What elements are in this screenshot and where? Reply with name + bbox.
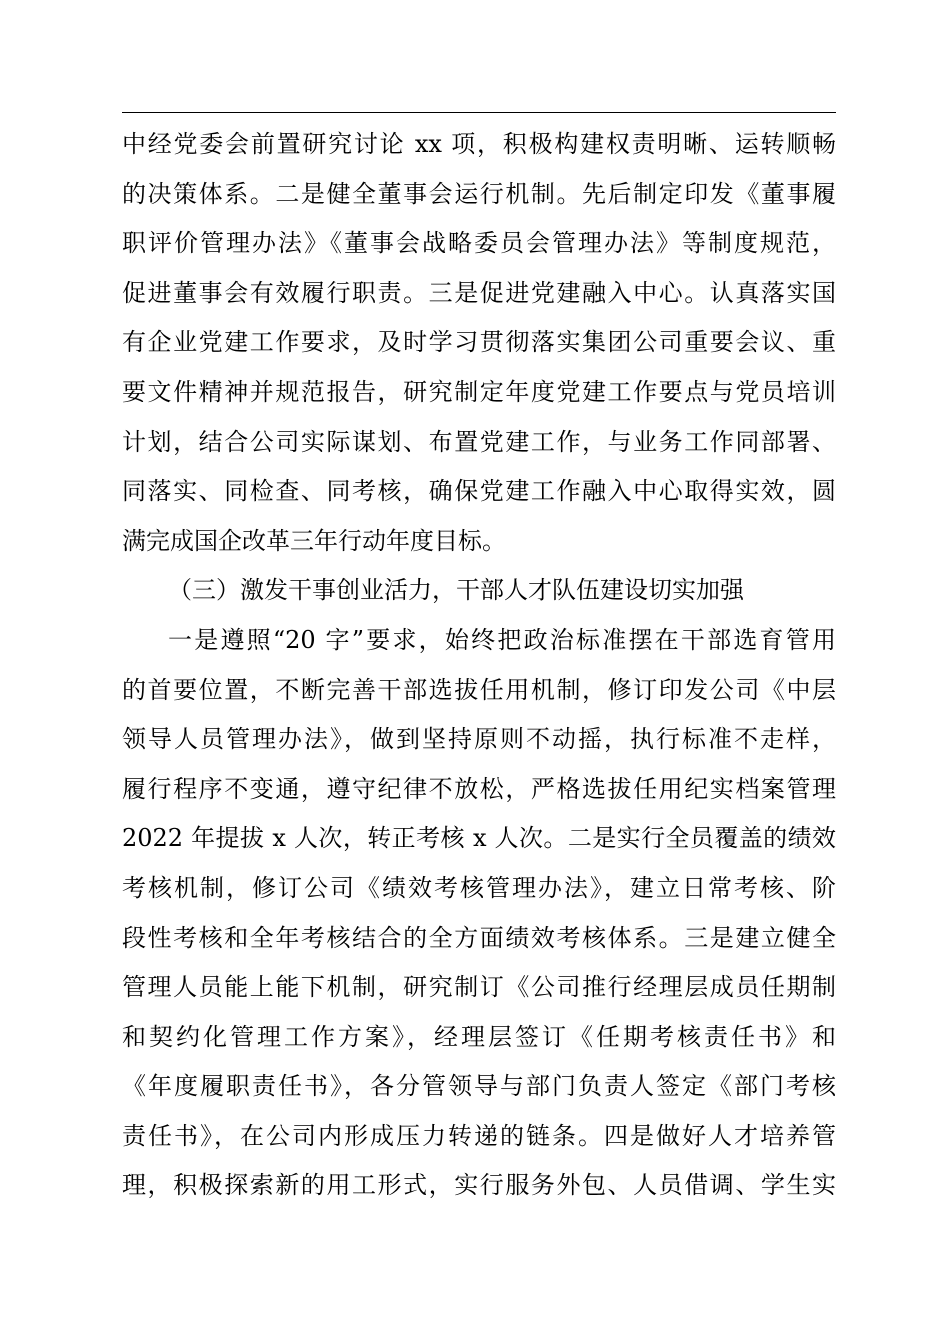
- text-line: 和契约化管理工作方案》，经理层签订《任期考核责任书》和: [122, 1022, 836, 1051]
- text-line: 职评价管理办法》《董事会战略委员会管理办法》等制度规范，: [122, 229, 836, 258]
- text-line: 有企业党建工作要求，及时学习贯彻落实集团公司重要会议、重: [122, 328, 836, 357]
- text-line: 促进董事会有效履行职责。三是促进党建融入中心。认真落实国: [122, 278, 836, 307]
- section-heading: （三）激发干事创业活力，干部人才队伍建设切实加强: [168, 576, 744, 605]
- text-line: 责任书》，在公司内形成压力转递的链条。四是做好人才培养管: [122, 1121, 836, 1150]
- text-line: 满完成国企改革三年行动年度目标。: [122, 526, 506, 555]
- text-line: 《年度履职责任书》，各分管领导与部门负责人签定《部门考核: [122, 1072, 836, 1101]
- text-line: 段性考核和全年考核结合的全方面绩效考核体系。三是建立健全: [122, 923, 836, 952]
- text-line: 要文件精神并规范报告，研究制定年度党建工作要点与党员培训: [122, 377, 836, 406]
- text-line: 中经党委会前置研究讨论 xx 项，积极构建权责明晰、运转顺畅: [122, 130, 836, 158]
- header-rule: [122, 112, 836, 113]
- text-line: 履行程序不变通，遵守纪律不放松，严格选拔任用纪实档案管理: [122, 774, 836, 803]
- text-line: 的决策体系。二是健全董事会运行机制。先后制定印发《董事履: [122, 179, 836, 208]
- text-line: 领导人员管理办法》，做到坚持原则不动摇，执行标准不走样，: [122, 725, 836, 754]
- text-line: 考核机制，修订公司《绩效考核管理办法》，建立日常考核、阶: [122, 873, 836, 902]
- document-body: [122, 120, 836, 1211]
- text-line: 计划，结合公司实际谋划、布置党建工作，与业务工作同部署、: [122, 427, 836, 456]
- text-line: 同落实、同检查、同考核，确保党建工作融入中心取得实效，圆: [122, 477, 836, 506]
- text-line: 管理人员能上能下机制，研究制订《公司推行经理层成员任期制: [122, 973, 836, 1002]
- text-line: 理，积极探索新的用工形式，实行服务外包、人员借调、学生实: [122, 1171, 836, 1200]
- text-line: 的首要位置，不断完善干部选拔任用机制，修订印发公司《中层: [122, 675, 836, 704]
- text-line: 2022 年提拔 x 人次，转正考核 x 人次。二是实行全员覆盖的绩效: [122, 824, 836, 853]
- text-line: 一是遵照“20 字”要求，始终把政治标准摆在干部选育管用: [168, 625, 836, 654]
